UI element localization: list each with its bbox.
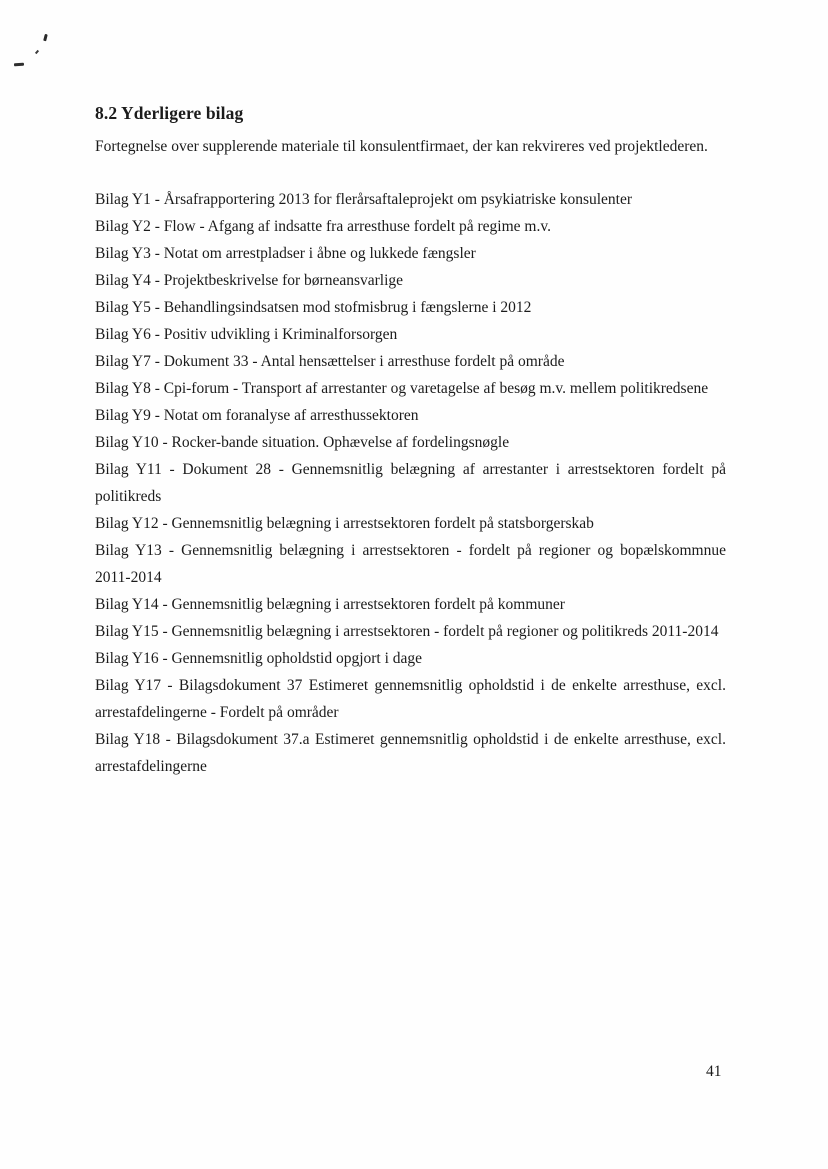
bilag-item-y14: Bilag Y14 - Gennemsnitlig belægning i arrestsektoren fordelt på kommuner — [95, 596, 565, 613]
bilag-item-y18: Bilag Y18 - Bilagsdokument 37.a Estimeret gennemsnitlig opholdstid i de enkelte arresthuse, excl. arrestafdelingerne — [95, 731, 726, 775]
scan-artifact-mark — [14, 63, 24, 67]
bilag-item-y10: Bilag Y10 - Rocker-bande situation. Ophævelse af fordelingsnøgle — [95, 434, 510, 451]
document-content — [95, 103, 726, 780]
bilag-item-y3: Bilag Y3 - Notat om arrestpladser i åbne og lukkede fængsler — [95, 245, 476, 262]
bilag-item-y17: Bilag Y17 - Bilagsdokument 37 Estimeret gennemsnitlig opholdstid i de enkelte arresthuse, excl. arrestafdelingerne - Fordelt på områder — [95, 677, 726, 721]
bilag-item-y16: Bilag Y16 - Gennemsnitlig opholdstid opgjort i dage — [95, 650, 423, 667]
page-number: 41 — [706, 1063, 722, 1080]
scan-artifact-mark — [35, 50, 39, 54]
bilag-item-y12: Bilag Y12 - Gennemsnitlig belægning i arrestsektoren fordelt på statsborgerskab — [95, 515, 594, 532]
bilag-item-y4: Bilag Y4 - Projektbeskrivelse for børneansvarlige — [95, 272, 404, 289]
bilag-item-y2: Bilag Y2 - Flow - Afgang af indsatte fra arresthuse fordelt på regime m.v. — [95, 218, 551, 235]
scan-artifact-mark — [43, 34, 48, 42]
bilag-item-y1: Bilag Y1 - Årsafrapportering 2013 for flerårsaftaleprojekt om psykiatriske konsulenter — [95, 191, 633, 208]
bilag-item-y15: Bilag Y15 - Gennemsnitlig belægning i arrestsektoren - fordelt på regioner og politikreds 2011-2014 — [95, 623, 719, 640]
bilag-item-y6: Bilag Y6 - Positiv udvikling i Kriminalforsorgen — [95, 326, 398, 343]
bilag-item-y7: Bilag Y7 - Dokument 33 - Antal hensættelser i arresthuse fordelt på område — [95, 353, 565, 370]
intro-paragraph: Fortegnelse over supplerende materiale til konsulentfirmaet, der kan rekvireres ved projektlederen. — [95, 138, 708, 155]
bilag-item-y9: Bilag Y9 - Notat om foranalyse af arresthussektoren — [95, 407, 419, 424]
section-heading: 8.2 Yderligere bilag — [95, 103, 244, 123]
bilag-item-y5: Bilag Y5 - Behandlingsindsatsen mod stofmisbrug i fængslerne i 2012 — [95, 299, 532, 316]
bilag-item-y8: Bilag Y8 - Cpi-forum - Transport af arrestanter og varetagelse af besøg m.v. mellem politikredsene — [95, 380, 709, 397]
bilag-item-y11: Bilag Y11 - Dokument 28 - Gennemsnitlig belægning af arrestanter i arrestsektoren fordelt på politikreds — [95, 461, 726, 505]
bilag-list — [95, 186, 726, 780]
bilag-item-y13: Bilag Y13 - Gennemsnitlig belægning i arrestsektoren - fordelt på regioner og bopælskommnue 2011-2014 — [95, 542, 726, 586]
